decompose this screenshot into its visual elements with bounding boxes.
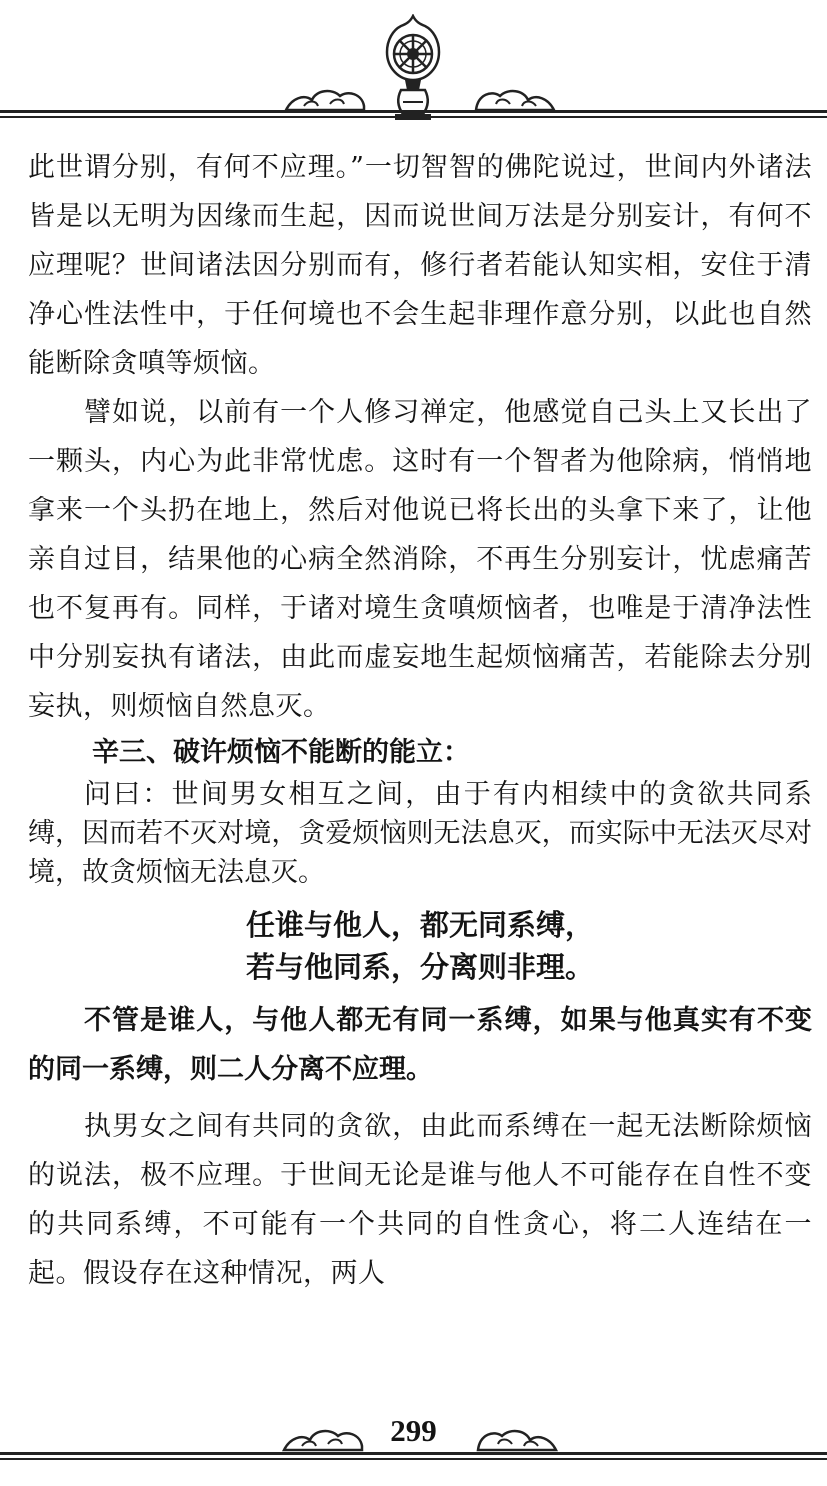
header-rule [0, 110, 827, 122]
verse-explanation: 不管是谁人，与他人都无有同一系缚，如果与他真实有不变的同一系缚，则二人分离不应理。 [28, 1005, 812, 1085]
body-text [28, 143, 812, 1298]
verse-line: 若与他同系，分离则非理。 [245, 950, 594, 984]
paragraph: 譬如说，以前有一个人修习禅定，他感觉自己头上又长出了一颗头，内心为此非常忧虑。这时有一个智者为他除病，悄悄地拿来一个头扔在地上，然后对他说已将长出的头拿下来了，让他亲自过目，结果他的心病全然消除，不再生分别妄计，忧虑痛苦也不复再有。同样，于诸对境生贪嗔烦恼者，也唯是于清净法性中分别妄执有诸法，由此而虚妄地生起烦恼痛苦，若能除去分别妄执，则烦恼自然息灭。 [28, 397, 812, 722]
paragraph: 执男女之间有共同的贪欲，由此而系缚在一起无法断除烦恼的说法，极不应理。于世间无论是谁与他人不可能存在自性不变的共同系缚，不可能有一个共同的自性贪心，将二人连结在一起。假设存在这种情况，两人 [28, 1111, 812, 1289]
page-number: 299 [390, 1413, 437, 1448]
paragraph: 此世谓分别，有何不应理。”一切智智的佛陀说过，世间内外诸法皆是以无明为因缘而生起，因而说世间万法是分别妄计，有何不应理呢？世间诸法因分别而有，修行者若能认知实相，安住于清净心性法性中，于任何境也不会生起非理作意分别，以此也自然能断除贪嗔等烦恼。 [28, 152, 812, 379]
footer-rule [0, 1452, 827, 1464]
section-heading: 辛三、破许烦恼不能断的能立： [92, 737, 470, 768]
verse-line: 任谁与他人，都无同系缚， [245, 908, 594, 942]
question-paragraph: 问曰：世间男女相互之间，由于有内相续中的贪欲共同系缚，因而若不灭对境，贪爱烦恼则无法息灭，而实际中无法灭尽对境，故贪烦恼无法息灭。 [28, 779, 812, 888]
